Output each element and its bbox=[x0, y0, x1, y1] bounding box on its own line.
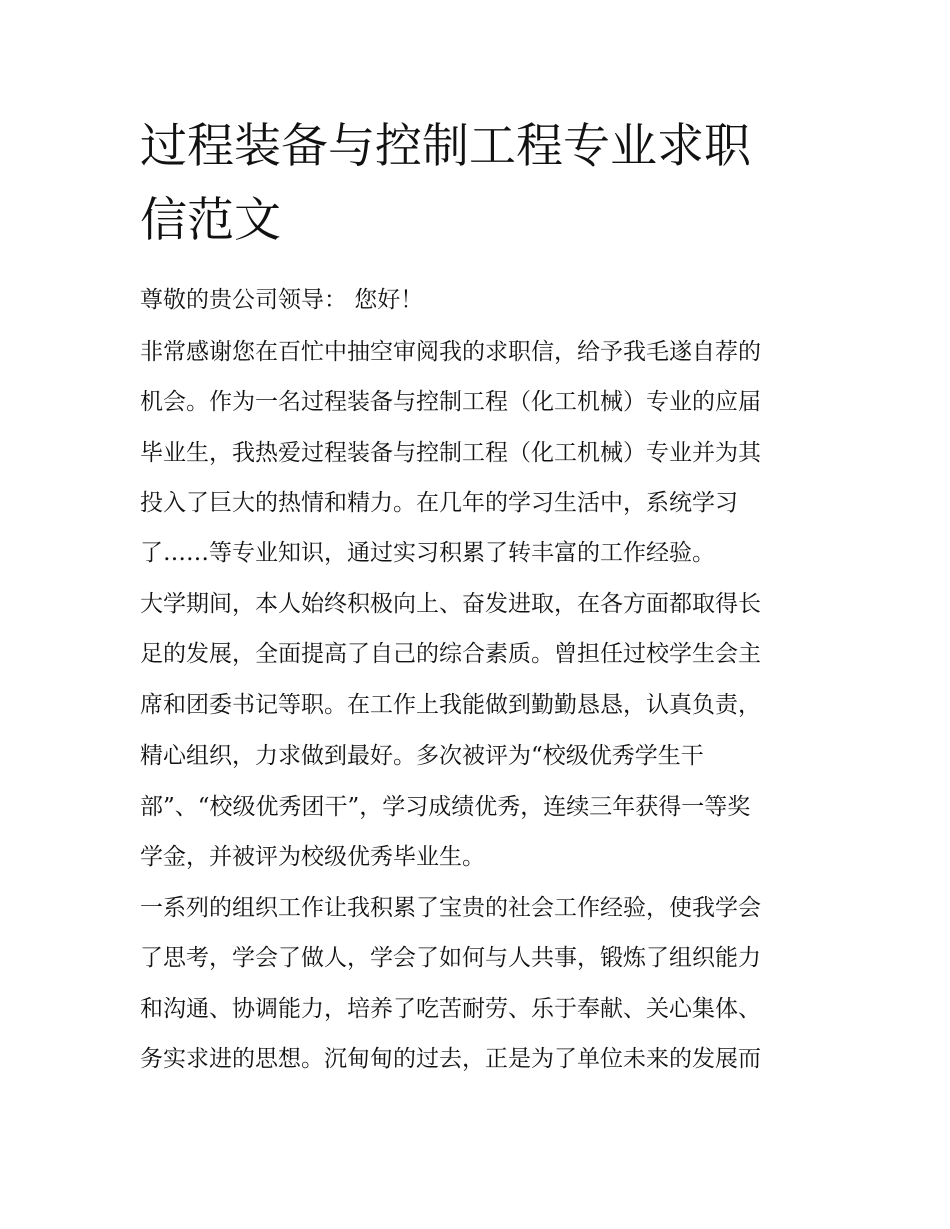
body-line: 投入了巨大的热情和精力。在几年的学习生活中，系统学习 bbox=[140, 490, 738, 516]
body-line: 一系列的组织工作让我积累了宝贵的社会工作经验，使我学会 bbox=[140, 895, 761, 921]
body-line: 部”、“校级优秀团干”，学习成绩优秀，连续三年获得一等奖 bbox=[140, 794, 751, 820]
body-line: 非常感谢您在百忙中抽空审阅我的求职信，给予我毛遂自荐的 bbox=[140, 339, 761, 365]
document-title-line-2: 信范文 bbox=[140, 193, 281, 248]
body-line: 了思考，学会了做人，学会了如何与人共事，锻炼了组织能力 bbox=[140, 945, 761, 971]
document-title-line-1: 过程装备与控制工程专业求职 bbox=[140, 119, 751, 174]
body-line: 了……等专业知识，通过实习积累了转丰富的工作经验。 bbox=[140, 540, 715, 566]
body-line: 务实求进的思想。沉甸甸的过去，正是为了单位未来的发展而 bbox=[140, 1046, 761, 1072]
body-line: 和沟通、协调能力，培养了吃苦耐劳、乐于奉献、关心集体、 bbox=[140, 996, 761, 1022]
body-line: 足的发展，全面提高了自己的综合素质。曾担任过校学生会主 bbox=[140, 641, 761, 667]
body-line: 学金，并被评为校级优秀毕业生。 bbox=[140, 844, 485, 870]
body-line: 席和团委书记等职。在工作上我能做到勤勤恳恳，认真负责， bbox=[140, 692, 761, 718]
body-line: 大学期间，本人始终积极向上、奋发进取，在各方面都取得长 bbox=[140, 591, 761, 617]
salutation-line: 尊敬的贵公司领导： 您好！ bbox=[140, 287, 424, 313]
body-line: 机会。作为一名过程装备与控制工程（化工机械）专业的应届 bbox=[140, 389, 761, 415]
body-line: 毕业生，我热爱过程装备与控制工程（化工机械）专业并为其 bbox=[140, 440, 761, 466]
body-line: 精心组织，力求做到最好。多次被评为“校级优秀学生干 bbox=[140, 743, 704, 769]
